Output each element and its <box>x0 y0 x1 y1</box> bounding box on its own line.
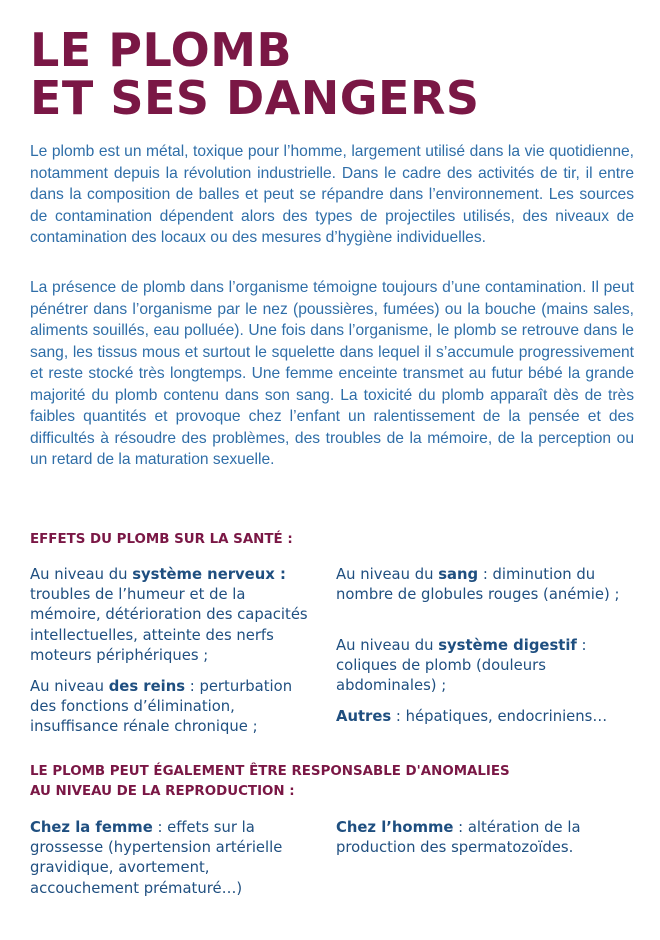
effect-text: : altération de la production des spermatozoïdes. <box>336 819 581 857</box>
effect-blood <box>336 565 636 605</box>
effect-text: : effets sur la grossesse (hypertension artérielle gravidique, avortement, accouchement prématuré…) <box>30 819 283 897</box>
page-title <box>30 23 480 125</box>
effect-term: sang <box>438 566 479 583</box>
effect-text: troubles de l’humeur et de la mémoire, détérioration des capacités intellectuelles, atteinte des nerfs moteurs périphériques ; <box>30 586 308 664</box>
effect-text: : coliques de plomb (douleurs abdominales) ; <box>336 637 587 695</box>
effect-digestive-system <box>336 636 636 697</box>
effect-kidneys <box>30 677 316 738</box>
effect-nervous-system <box>30 565 316 666</box>
reproduction-woman <box>30 818 320 899</box>
intro-paragraph-2: La présence de plomb dans l’organisme témoigne toujours d’une contamination. Il peut pénétrer dans l’organisme par le nez (poussières, fumées) ou la bouche (mains sales, aliments souillés, eau polluée). Une fois dans l’organisme, le plomb se retrouve dans le sang, les tissus mous et surtout le squelette dans lequel il s’accumule progressivement et reste stocké très longtemps. Une femme enceinte transmet au futur bébé la grande majorité du plomb contenu dans son sang. La toxicité du plomb apparaît dès de très faibles quantités et provoque chez l’enfant un ralentissement de la pensée et des difficultés à résoudre des problèmes, des troubles de la mémoire, de la perception ou un retard de la maturation sexuelle. <box>30 279 634 468</box>
effect-prefix: Au niveau du <box>336 637 439 654</box>
effect-text: : hépatiques, endocriniens… <box>391 708 608 725</box>
page-title-line-1: LE PLOMB <box>30 23 293 77</box>
reproduction-man <box>336 818 636 858</box>
effect-prefix: Au niveau <box>30 678 109 695</box>
reproduction-heading-line-1: LE PLOMB PEUT ÉGALEMENT ÊTRE RESPONSABLE D'ANOMALIES <box>30 764 510 779</box>
effect-term: système digestif <box>438 637 577 654</box>
effect-term: des reins <box>108 678 186 695</box>
effect-term: Chez l’homme <box>336 819 454 836</box>
effect-term: Chez la femme <box>30 819 153 836</box>
effect-prefix: Au niveau du <box>30 566 133 583</box>
effect-text: : perturbation des fonctions d’élimination, insuffisance rénale chronique ; <box>30 678 293 736</box>
page-title-line-2: ET SES DANGERS <box>30 71 480 125</box>
effect-term: Autres <box>336 708 392 725</box>
effect-prefix: Au niveau du <box>336 566 439 583</box>
effect-text: : diminution du nombre de globules rouges (anémie) ; <box>336 566 620 604</box>
health-effects-heading: EFFETS DU PLOMB SUR LA SANTÉ : <box>30 532 293 547</box>
effect-term: système nerveux : <box>132 566 286 583</box>
reproduction-heading-line-2: AU NIVEAU DE LA REPRODUCTION : <box>30 784 295 799</box>
effect-others <box>336 707 636 727</box>
intro-paragraph-1: Le plomb est un métal, toxique pour l’homme, largement utilisé dans la vie quotidienne, notamment depuis la révolution industrielle. Dans le cadre des activités de tir, il entre dans la composition de balles et peut se répandre dans l’environnement. Les sources de contamination dépendent alors des types de projectiles utilisés, des niveaux de contamination des locaux ou des mesures d’hygiène individuelles. <box>30 143 634 246</box>
reproduction-heading <box>30 762 510 802</box>
